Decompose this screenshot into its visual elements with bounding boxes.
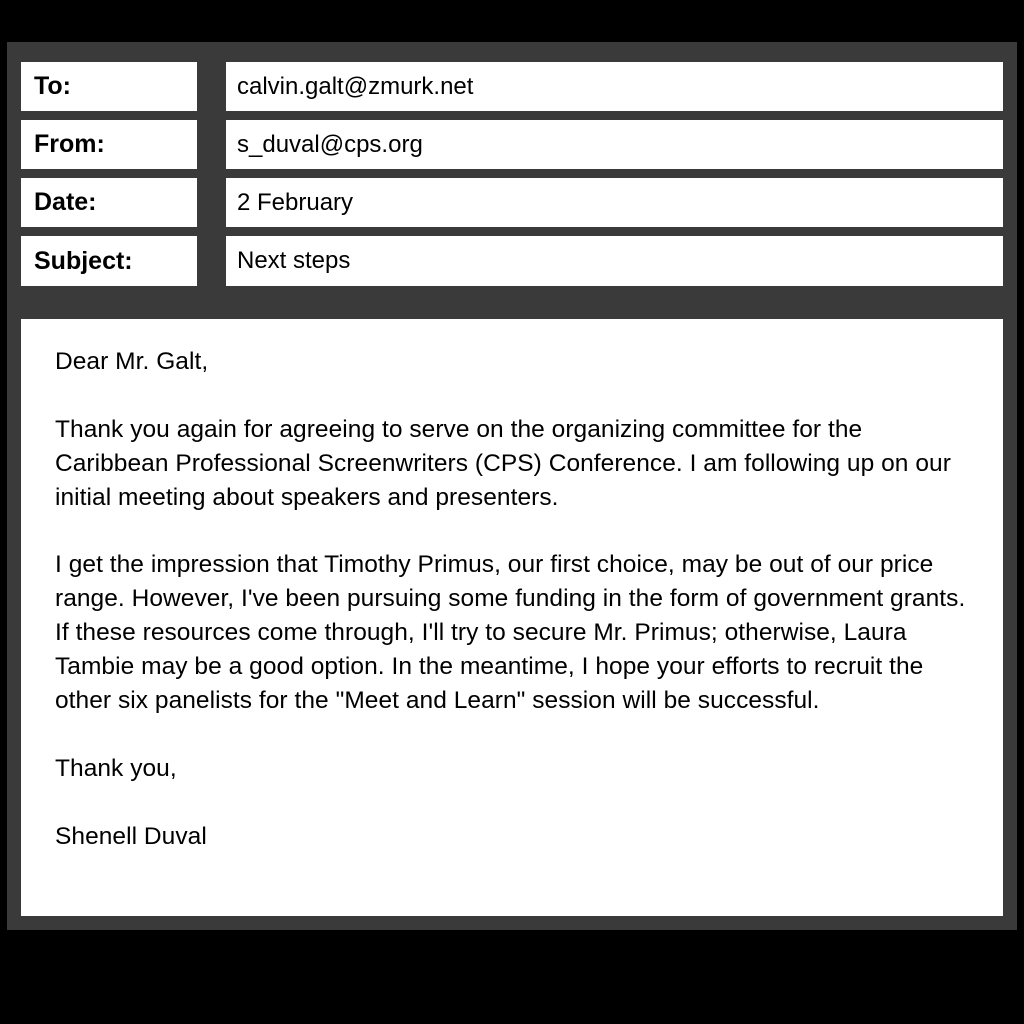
email-field-date — [21, 178, 1003, 227]
field-spacer — [197, 120, 226, 169]
email-panel — [7, 42, 1017, 930]
from-value[interactable]: s_duval@cps.org — [226, 120, 1003, 169]
field-spacer — [197, 236, 226, 286]
subject-value[interactable]: Next steps — [226, 236, 1003, 286]
to-value[interactable]: calvin.galt@zmurk.net — [226, 62, 1003, 111]
body-signature: Shenell Duval — [55, 823, 207, 850]
body-salutation: Dear Mr. Galt, — [55, 348, 209, 375]
field-spacer — [197, 178, 226, 227]
email-body — [21, 319, 1003, 916]
subject-label: Subject: — [21, 236, 197, 286]
from-label: From: — [21, 120, 197, 169]
body-paragraph-1: Thank you again for agreeing to serve on the organizing committee for the Caribbean Professional Screenwriters (CPS) Conference. I am following up on our initial meeting about speakers and presenters. — [55, 416, 951, 511]
body-paragraph-2: I get the impression that Timothy Primus, our first choice, may be out of our price range. However, I've been pursuing some funding in the form of government grants. If these resources come through, I'll try to secure Mr. Primus; otherwise, Laura Tambie may be a good option. In the meantime, I hope your efforts to recruit the other six panelists for the "Meet and Learn" session will be successful. — [55, 551, 966, 714]
date-value[interactable]: 2 February — [226, 178, 1003, 227]
email-field-from — [21, 120, 1003, 169]
body-closing: Thank you, — [55, 755, 177, 782]
to-label: To: — [21, 62, 197, 111]
email-field-subject — [21, 236, 1003, 286]
date-label: Date: — [21, 178, 197, 227]
email-header-fields — [21, 62, 1003, 286]
email-field-to — [21, 62, 1003, 111]
field-spacer — [197, 62, 226, 111]
